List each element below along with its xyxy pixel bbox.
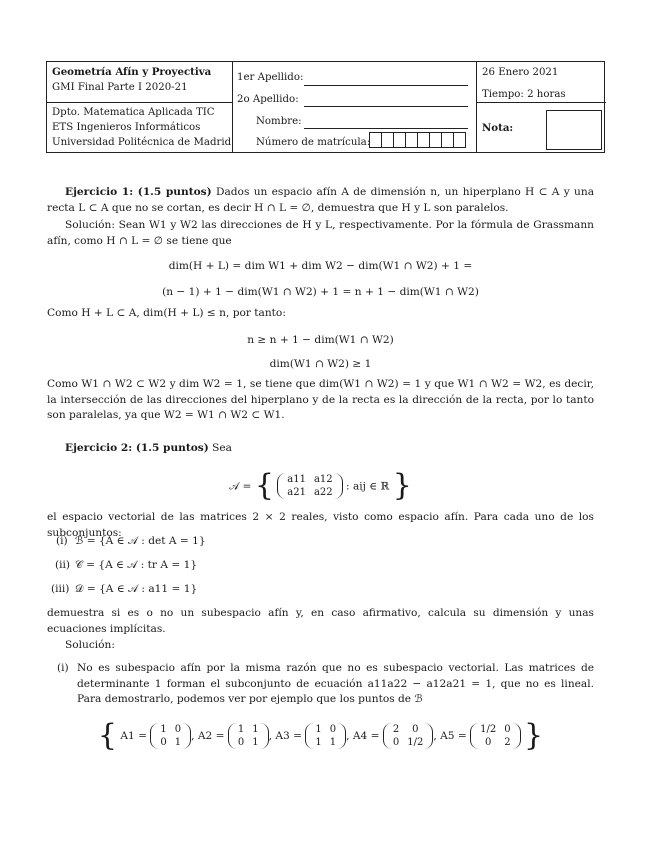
ex1-title: Ejercicio 1: (1.5 puntos) [65, 186, 212, 198]
divider [47, 102, 232, 103]
ex1-equation-4: dim(W1 ∩ W2) ≥ 1 [269, 358, 372, 370]
enrollment-boxes[interactable] [370, 132, 466, 148]
ex1-equation-1: dim(H + L) = dim W1 + dim W2 − dim(W1 ∩ W2) + 1 = [168, 260, 473, 272]
answer-number: (i) [57, 662, 69, 674]
point: A4 = 2 0 0 1/2 , [352, 724, 437, 749]
ex2-solution-label: Solución: [65, 639, 115, 651]
subset-item: ℬ = {A ∈ 𝒜 : det A = 1} [75, 535, 206, 547]
set-lhs: 𝒜 = [229, 480, 252, 493]
point: A3 = 1 0 1 1 , [275, 724, 350, 749]
ex1-conclusion: Como W1 ∩ W2 ⊂ W2 y dim W2 = 1, se tiene que dim(W1 ∩ W2) = 1 y que W1 ∩ W2 = W2, es decir, la intersección de las direcciones del hiperplano y de la recta es la dirección de la recta, por lo tanto son paralelas, ya que W2 = W1 ∩ W2 ⊂ W1. [47, 378, 594, 421]
ex1-statement [47, 185, 594, 216]
subset-item: 𝒞 = {A ∈ 𝒜 : tr A = 1} [75, 559, 198, 571]
ex1-equation-2: (n − 1) + 1 − dim(W1 ∩ W2) + 1 = n + 1 − dim(W1 ∩ W2) [162, 286, 479, 298]
ex2-task: demuestra si es o no un subespacio afín y, en caso afirmativo, calcula su dimensión y unas ecuaciones implícitas. [47, 607, 594, 635]
department: Dpto. Matematica Aplicada TIC [52, 107, 215, 118]
divider [476, 102, 606, 103]
exam-date: 26 Enero 2021 [482, 67, 559, 78]
grade-box [546, 110, 602, 150]
ex2-title: Ejercicio 2: (1.5 puntos) [65, 442, 209, 454]
exam-name: GMI Final Parte I 2020-21 [52, 82, 188, 93]
ex2-heading [47, 441, 594, 457]
matrix-entry: a21 [287, 487, 306, 499]
exam-header [46, 61, 605, 153]
answer-text: No es subespacio afín por la misma razón que no es subespacio vectorial. Las matrices de determinante 1 forman el subconjunto de ecuación a11a22 − a12a21 = 1, que no es lineal. Para demostrarlo, podemos ver por ejemplo que los puntos de ℬ [77, 662, 594, 705]
subset-item-number: (iii) [51, 583, 70, 595]
subset-item: 𝒟 = {A ∈ 𝒜 : a11 = 1} [75, 583, 198, 595]
example-points: { A1 = 1 0 0 1 , A2 = 1 1 0 1 , A3 = 1 0 1 1 , A4 = 2 0 0 1/2 , A5 = 1/2 0 0 2 } [97, 718, 544, 753]
set-condition: : aij ∈ ℝ [346, 480, 390, 493]
name-label: Nombre: [256, 116, 302, 127]
exam-duration: Tiempo: 2 horas [482, 89, 566, 100]
school: ETS Ingenieros Informáticos [52, 122, 201, 133]
point: A5 = 1/2 0 0 2 [440, 730, 520, 742]
generic-matrix [277, 473, 342, 499]
course-title: Geometría Afín y Proyectiva [52, 66, 212, 78]
divider [232, 62, 233, 152]
point: A2 = 1 1 0 1 , [197, 724, 273, 749]
second-surname-label: 2o Apellido: [237, 94, 299, 105]
subset-item-number: (ii) [55, 559, 71, 571]
matrix-entry: a11 [287, 474, 306, 486]
university: Universidad Politécnica de Madrid [52, 137, 232, 148]
subset-item-number: (i) [56, 535, 68, 547]
ex2-description: el espacio vectorial de las matrices 2 × 2 reales, visto como espacio afín. Para cada uno de los subconjuntos: [47, 511, 594, 539]
second-surname-field[interactable] [304, 106, 468, 107]
ex1-middle-text: Como H + L ⊂ A, dim(H + L) ≤ n, por tanto: [47, 307, 286, 319]
grade-label: Nota: [482, 122, 514, 134]
ex1-solution-intro: Solución: Sean W1 y W2 las direcciones de H y L, respectivamente. Por la fórmula de Grassmann afín, como H ∩ L = ∅ se tiene que [47, 219, 594, 247]
ex1-text: Dados un espacio afín A de dimensión n, un hiperplano H ⊂ A y una recta L ⊂ A que no se cortan, es decir H ∩ L = ∅, demuestra que H y L son paralelos. [47, 186, 595, 214]
matrix-entry: a22 [313, 487, 333, 499]
ex1-equation-3: n ≥ n + 1 − dim(W1 ∩ W2) [247, 334, 394, 346]
divider [476, 62, 477, 152]
first-surname-label: 1er Apellido: [237, 72, 304, 83]
enrollment-label: Número de matrícula: [256, 137, 371, 148]
first-surname-field[interactable] [304, 85, 468, 86]
matrix-entry: a12 [313, 474, 333, 486]
ex2-set-definition: 𝒜 = { a11 a12 a21 a22 : aij ∈ ℝ } [229, 468, 412, 503]
name-field[interactable] [304, 128, 468, 129]
point: A1 = 1 0 0 1 , [120, 724, 195, 749]
ex2-sea: Sea [212, 442, 232, 454]
